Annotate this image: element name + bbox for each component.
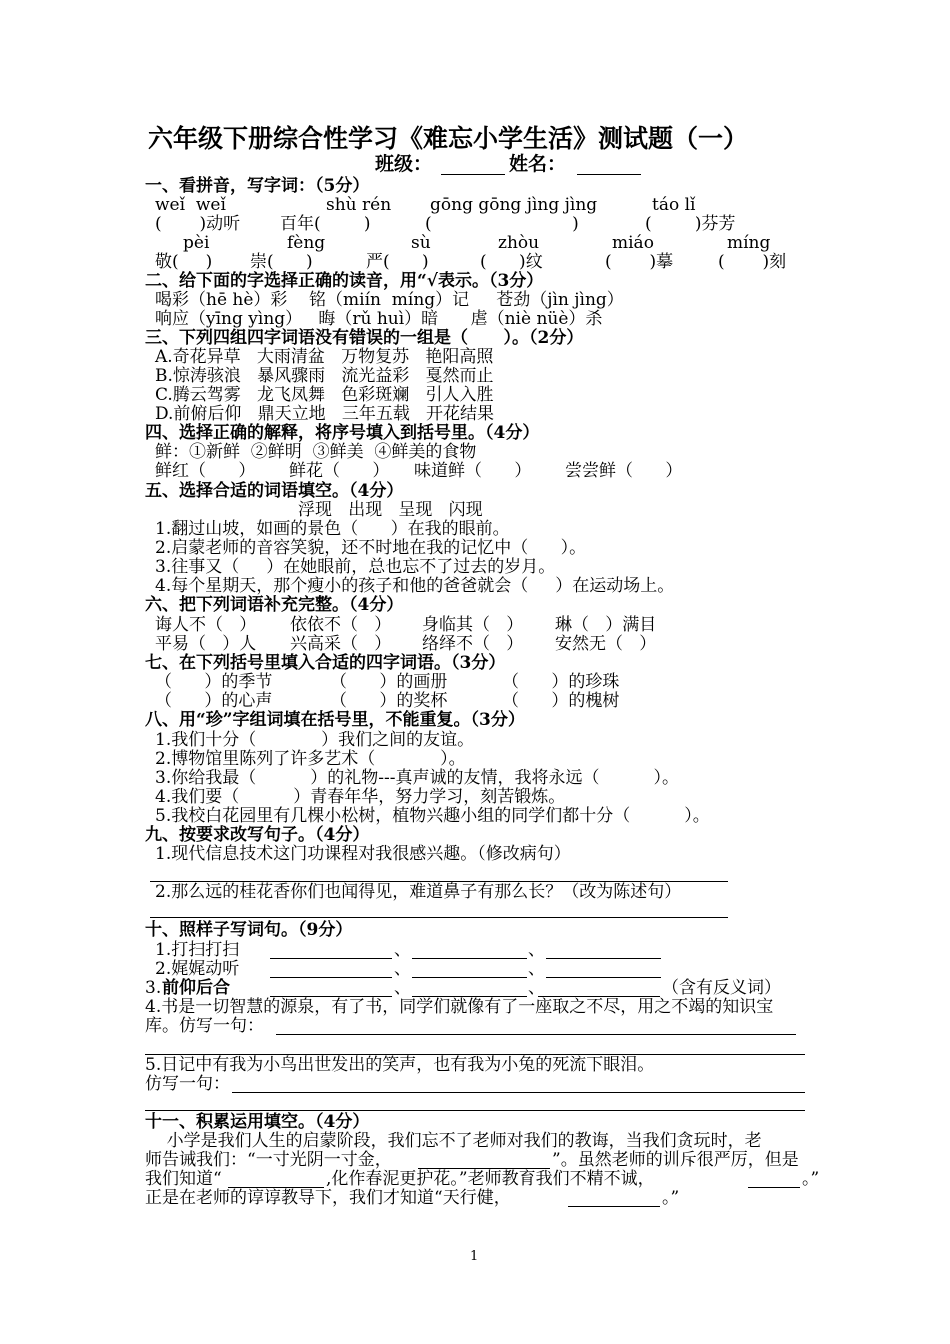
idiom-blank[interactable]: 依依不（ ） xyxy=(290,615,392,635)
word-blank[interactable]: ( ) xyxy=(425,214,579,234)
passage-line: 小学是我们人生的启蒙阶段，我们忘不了老师对我们的教诲，当我们贪玩时，老 xyxy=(145,1131,762,1151)
meaning-item[interactable]: 鲜红（ ） xyxy=(155,461,256,481)
section-9-heading: 九、按要求改写句子。（4分） xyxy=(145,825,370,845)
phrase-blank[interactable]: （ ）的槐树 xyxy=(502,691,620,711)
answer-line[interactable] xyxy=(270,977,392,978)
answer-line[interactable] xyxy=(568,1206,660,1207)
idiom-blank[interactable]: 兴高采（ ） xyxy=(290,634,392,654)
pinyin: fèng xyxy=(287,233,326,253)
phrase-blank[interactable]: （ ）的奖杯 xyxy=(330,691,448,711)
pronunciation-line-2: 响应（yīng yìng） 晦（rǔ huì）暗 虐（niè nüè）杀 xyxy=(155,309,603,329)
word-blank[interactable]: ( )芬芳 xyxy=(645,214,736,234)
separator: 、 xyxy=(394,959,411,979)
hint: （含有反义词） xyxy=(662,978,781,998)
section-8-heading: 八、用“珍”字组词填在括号里，不能重复。（3分） xyxy=(145,710,525,730)
idiom-blank[interactable]: 平易（ ）人 xyxy=(155,634,257,654)
idiom-blank[interactable]: 诲人不（ ） xyxy=(155,615,257,635)
name-blank[interactable] xyxy=(577,174,641,175)
fill-sentence[interactable]: 1.我们十分（ ）我们之间的友谊。 xyxy=(155,730,475,750)
section-10-heading: 十、照样子写词句。（9分） xyxy=(145,920,353,940)
idiom-blank[interactable]: 安然无（ ） xyxy=(555,634,657,654)
class-blank[interactable] xyxy=(441,174,505,175)
pinyin: táo lǐ xyxy=(652,195,696,215)
word-sample: 1.打扫打扫 xyxy=(155,940,240,960)
passage-line: 。” xyxy=(662,1188,680,1208)
answer-line[interactable] xyxy=(546,977,661,978)
idiom-blank[interactable]: 身临其（ ） xyxy=(422,615,524,635)
imitation-prompt: 4.书是一切智慧的源泉，有了书，同学们就像有了一座取之不尽，用之不竭的知识宝 xyxy=(145,997,774,1017)
passage-line: 我们知道“ xyxy=(145,1169,222,1189)
word-sample: 前仰后合 xyxy=(162,978,230,998)
passage-line: 正是在老师的谆谆教导下，我们才知道“天行健， xyxy=(145,1188,511,1208)
fill-sentence[interactable]: 2.启蒙老师的音容笑貌，还不时地在我的记忆中（ ）。 xyxy=(155,538,587,558)
phrase-blank[interactable]: （ ）的心声 xyxy=(155,691,273,711)
passage-line: 。” xyxy=(802,1169,820,1189)
word-blank[interactable]: 严( ) xyxy=(366,252,429,272)
answer-line[interactable] xyxy=(270,958,392,959)
separator: 、 xyxy=(394,978,411,998)
separator: 、 xyxy=(528,978,545,998)
fill-sentence[interactable]: 3.往事又（ ）在她眼前，总也忘不了过去的岁月。 xyxy=(155,557,556,577)
idiom-blank[interactable]: 琳（ ）满目 xyxy=(555,615,657,635)
pinyin: míng xyxy=(727,233,771,253)
word-blank[interactable]: 敬( ) xyxy=(155,252,213,272)
pinyin: miáo xyxy=(612,233,654,253)
item-number: 3. xyxy=(145,978,162,998)
word-blank[interactable]: 百年( ) xyxy=(280,214,371,234)
word-blank[interactable]: ( )纹 xyxy=(480,252,543,272)
page-title: 六年级下册综合性学习《难忘小学生活》测试题（一） xyxy=(148,124,749,153)
pronunciation-line-1: 喝彩（hē hè）彩 铭（miín míng）记 苍劲（jìn jìng） xyxy=(155,290,624,310)
word-blank[interactable]: ( )摹 xyxy=(605,252,674,272)
section-5-heading: 五、选择合适的词语填空。（4分） xyxy=(145,481,404,501)
pinyin: shù rén xyxy=(326,195,392,215)
pinyin: zhòu xyxy=(498,233,540,253)
passage-line: ,化作春泥更护花。”老师教育我们不精不诚， xyxy=(326,1169,655,1189)
separator: 、 xyxy=(528,940,545,960)
section-2-heading: 二、给下面的字选择正确的读音，用“√表示。（3分） xyxy=(145,271,544,291)
imitation-label: 库。仿写一句： xyxy=(145,1016,264,1036)
option-d[interactable]: D.前俯后仰 鼎天立地 三年五载 开花结果 xyxy=(155,404,495,424)
section-3-heading: 三、下列四组四字词语没有错误的一组是（ ）。（2分） xyxy=(145,328,584,348)
name-label: 姓名： xyxy=(509,153,567,175)
word-blank[interactable]: ( )动听 xyxy=(155,214,241,234)
meaning-item[interactable]: 鲜花（ ） xyxy=(289,461,390,481)
answer-line[interactable] xyxy=(412,958,527,959)
pinyin: weǐ weǐ xyxy=(155,195,226,215)
answer-line[interactable] xyxy=(150,917,728,918)
phrase-blank[interactable]: （ ）的画册 xyxy=(330,672,448,692)
word-bank: 浮现 出现 呈现 闪现 xyxy=(298,500,483,520)
option-b[interactable]: B.惊涛骇浪 暴风骤雨 流光益彩 戛然而止 xyxy=(155,366,494,386)
answer-line[interactable] xyxy=(546,958,661,959)
imitation-prompt: 5.日记中有我为小鸟出世发出的笑声，也有我为小兔的死流下眼泪。 xyxy=(145,1055,655,1075)
meaning-item[interactable]: 味道鲜（ ） xyxy=(414,461,532,481)
separator: 、 xyxy=(528,959,545,979)
pinyin: gōng gōng jìng jìng xyxy=(430,195,598,215)
word-blank[interactable]: 崇( ) xyxy=(250,252,313,272)
fill-sentence[interactable]: 4.我们要（ ）青春年华，努力学习，刻苦锻炼。 xyxy=(155,787,566,807)
word-sample: 2.娓娓动听 xyxy=(155,959,240,979)
fill-sentence[interactable]: 2.博物馆里陈列了许多艺术（ ）。 xyxy=(155,749,466,769)
page-number: 1 xyxy=(470,1249,479,1264)
section-6-heading: 六、把下列词语补充完整。（4分） xyxy=(145,595,404,615)
answer-line[interactable] xyxy=(145,1110,805,1111)
pinyin: sù xyxy=(411,233,431,253)
phrase-blank[interactable]: （ ）的季节 xyxy=(155,672,273,692)
idiom-blank[interactable]: 络绎不（ ） xyxy=(422,634,524,654)
answer-line[interactable] xyxy=(276,1034,796,1035)
answer-line[interactable] xyxy=(412,977,527,978)
fill-sentence[interactable]: 4.每个星期天，那个瘦小的孩子和他的爸爸就会（ ）在运动场上。 xyxy=(155,576,675,596)
passage-line: ”。虽然老师的训斥很严厉，但是 xyxy=(552,1150,799,1170)
section-1-heading: 一、看拼音，写字词：（5分） xyxy=(145,176,370,196)
section-11-heading: 十一、积累运用填空。（4分） xyxy=(145,1112,370,1132)
fill-sentence[interactable]: 1.翻过山坡，如画的景色（ ）在我的眼前。 xyxy=(155,519,510,539)
meaning-item[interactable]: 尝尝鲜（ ） xyxy=(565,461,683,481)
word-blank[interactable]: ( )刻 xyxy=(718,252,787,272)
option-a[interactable]: A.奇花异草 大雨清盆 万物复苏 艳阳高照 xyxy=(155,347,494,367)
phrase-blank[interactable]: （ ）的珍珠 xyxy=(502,672,620,692)
rewrite-task: 2.那么远的桂花香你们也闻得见，难道鼻子有那么长？（改为陈述句） xyxy=(155,882,682,902)
pinyin: pèi xyxy=(183,233,210,253)
rewrite-task: 1.现代信息技术这门功课程对我很感兴趣。（修改病句） xyxy=(155,844,571,864)
answer-line[interactable] xyxy=(748,1187,800,1188)
section-7-heading: 七、在下列括号里填入合适的四字词语。（3分） xyxy=(145,653,506,673)
imitation-label: 仿写一句： xyxy=(145,1074,230,1094)
class-label: 班级： xyxy=(375,153,433,175)
section-4-heading: 四、选择正确的解释，将序号填入到括号里。（4分） xyxy=(145,423,540,443)
fill-sentence[interactable]: 5.我校白花园里有几棵小松树，植物兴趣小组的同学们都十分（ ）。 xyxy=(155,806,710,826)
fill-sentence[interactable]: 3.你给我最（ ）的礼物---真声诚的友情，我将永远（ ）。 xyxy=(155,768,680,788)
passage-line: 师告诫我们：“一寸光阴一寸金， xyxy=(145,1150,392,1170)
meaning-list: 鲜：①新鲜 ②鲜明 ③鲜美 ④鲜美的食物 xyxy=(155,442,477,462)
answer-line[interactable] xyxy=(232,1092,805,1093)
option-c[interactable]: C.腾云驾雾 龙飞凤舞 色彩斑斓 引人入胜 xyxy=(155,385,494,405)
separator: 、 xyxy=(394,940,411,960)
